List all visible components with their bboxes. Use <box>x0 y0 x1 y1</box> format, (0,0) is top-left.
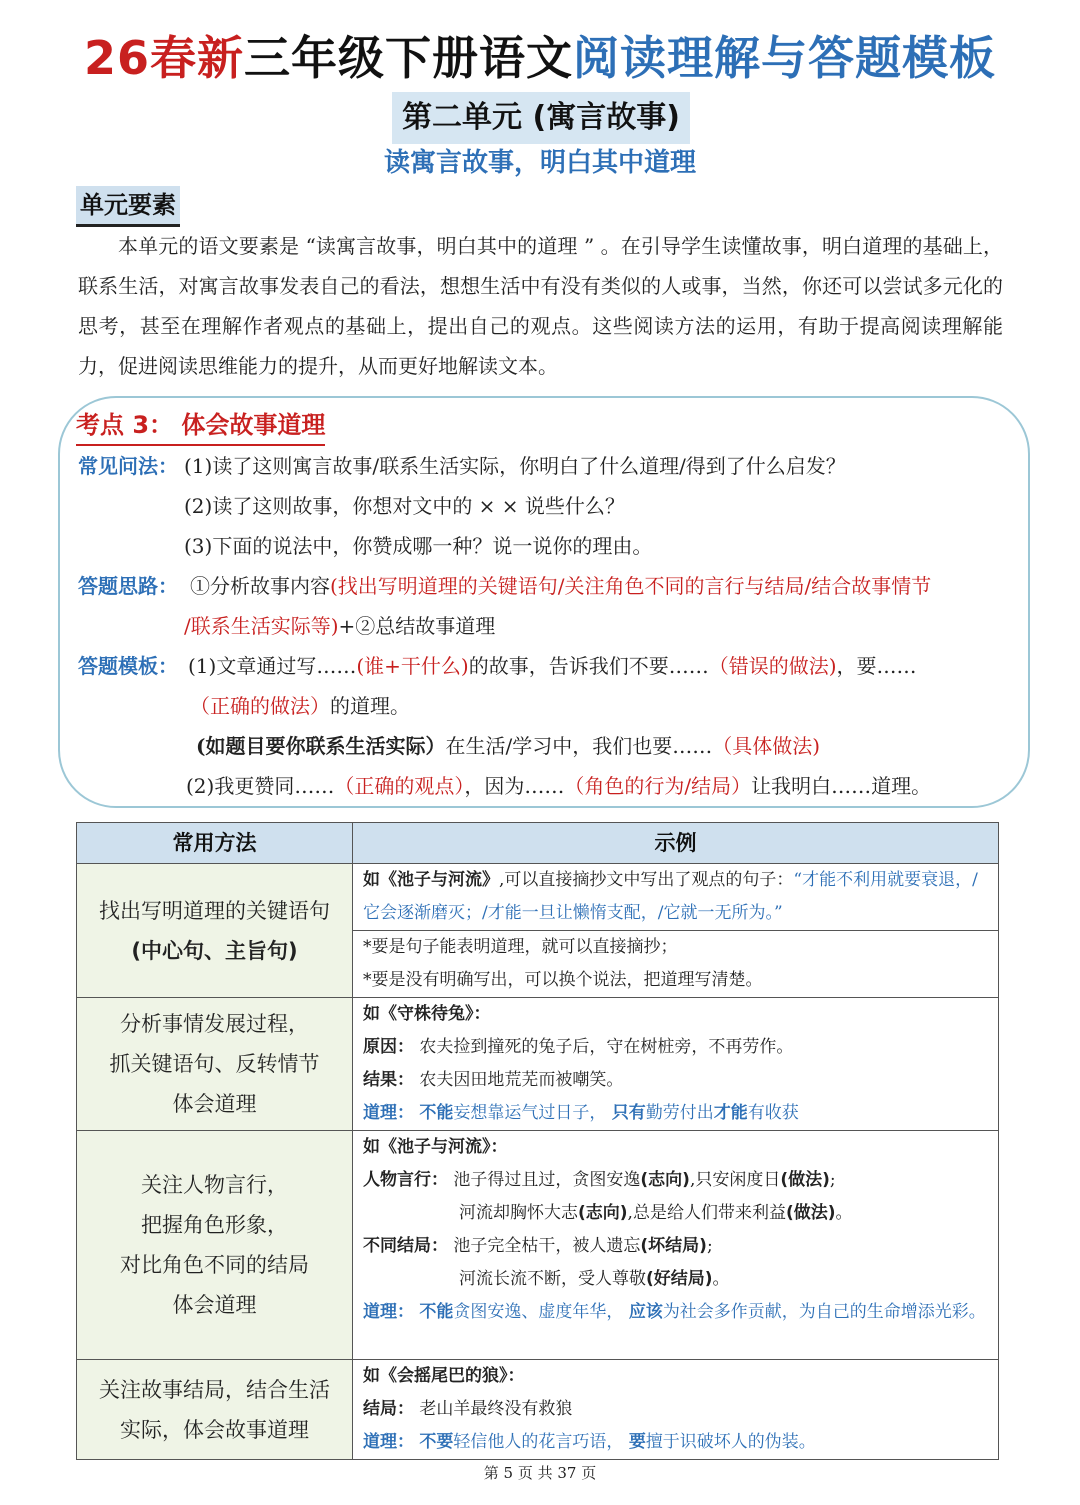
table-row <box>77 1131 999 1360</box>
method-cell: 关注故事结局，结合生活 实际，体会故事道理 <box>77 1360 353 1460</box>
example-cell: 如《池子与河流》,可以直接摘抄文中写出了观点的句子：“才能不利用就要衰退，/它会逐渐磨灭；/才能一旦让懒惰支配，/它就一无所为。” <box>353 864 999 931</box>
unit-title: 第二单元 (寓言故事) <box>392 92 690 144</box>
strategy-line-2: /联系生活实际等)+②总结故事道理 <box>184 614 496 638</box>
template-1-cont: （正确的做法）的道理。 <box>190 694 410 718</box>
example-note-cell: *要是句子能表明道理，就可以直接摘抄； *要是没有明确写出，可以换个说法，把道理写清楚。 <box>353 931 999 998</box>
question-1: (1)读了这则寓言故事/联系生活实际，你明白了什么道理/得到了什么启发？ <box>184 454 846 478</box>
question-3: (3)下面的说法中，你赞成哪一种？说一说你的理由。 <box>184 534 653 558</box>
col-header-example: 示例 <box>353 823 999 864</box>
example-cell: 如《会摇尾巴的狼》： 结局： 老山羊最终没有救狼 道理： 不要轻信他人的花言巧语， 要擅于识破坏人的伪装。 <box>353 1360 999 1460</box>
table-row <box>77 864 999 931</box>
question-label: 常见问法： <box>78 454 178 478</box>
unit-subtitle: 读寓言故事，明白其中道理 <box>383 148 696 178</box>
kaodian-title: 考点 3： 体会故事道理 <box>76 406 325 446</box>
example-cell: 如《池子与河流》： 人物言行： 池子得过且过，贪图安逸(志向),只安闲度日(做法); 河流却胸怀大志(志向),总是给人们带来利益(做法)。 不同结局： 池子完全枯干，被人遗忘(坏结局); 河流长流不断，受人尊敬(好结局)。 道理： 不能贪图安逸、虚度年华， 应该为社会多作贡献，为自己的生命增添光彩。 <box>353 1131 999 1360</box>
template-label: 答题模板： <box>78 654 178 678</box>
method-cell: 找出写明道理的关键语句 (中心句、主旨句) <box>77 864 353 998</box>
page-footer: 第 5 页 共 37 页 <box>483 1464 597 1482</box>
template-1: (1)文章通过写……(谁+干什么)的故事，告诉我们不要……（错误的做法)，要…… <box>188 654 917 678</box>
question-2: (2)读了这则故事，你想对文中的 × × 说些什么？ <box>184 494 625 518</box>
template-1-life: (如题目要你联系生活实际）在生活/学习中，我们也要……（具体做法) <box>196 734 821 758</box>
unit-elements-heading: 单元要素 <box>76 186 180 227</box>
page-title: 26春新三年级下册语文阅读理解与答题模板 <box>83 31 996 85</box>
table-row <box>77 998 999 1131</box>
col-header-method: 常用方法 <box>77 823 353 864</box>
methods-table <box>76 822 999 1460</box>
strategy-label: 答题思路： <box>78 574 178 598</box>
example-cell: 如《守株待兔》： 原因： 农夫捡到撞死的兔子后，守在树桩旁，不再劳作。 结果： 农夫因田地荒芜而被嘲笑。 道理： 不能妄想靠运气过日子， 只有勤劳付出才能有收获 <box>353 998 999 1131</box>
method-cell: 分析事情发展过程， 抓关键语句、反转情节 体会道理 <box>77 998 353 1131</box>
table-row <box>77 1360 999 1460</box>
table-header-row <box>77 823 999 864</box>
strategy-line-1: ①分析故事内容(找出写明道理的关键语句/关注角色不同的言行与结局/结合故事情节 <box>190 574 932 598</box>
template-2: (2)我更赞同……（正确的观点），因为……（角色的行为/结局）让我明白……道理。 <box>186 774 932 798</box>
unit-elements-text: 本单元的语文要素是 “读寓言故事，明白其中的道理 ” 。在引导学生读懂故事，明白道理的基础上，联系生活，对寓言故事发表自己的看法，想想生活中有没有类似的人或事，当然，你还可以尝试多元化的思考，甚至在理解作者观点的基础上，提出自己的观点。这些阅读方法的运用，有助于提高阅读理解能力，促进阅读思维能力的提升，从而更好地解读文本。 <box>78 234 1003 378</box>
method-cell: 关注人物言行， 把握角色形象， 对比角色不同的结局 体会道理 <box>77 1131 353 1360</box>
